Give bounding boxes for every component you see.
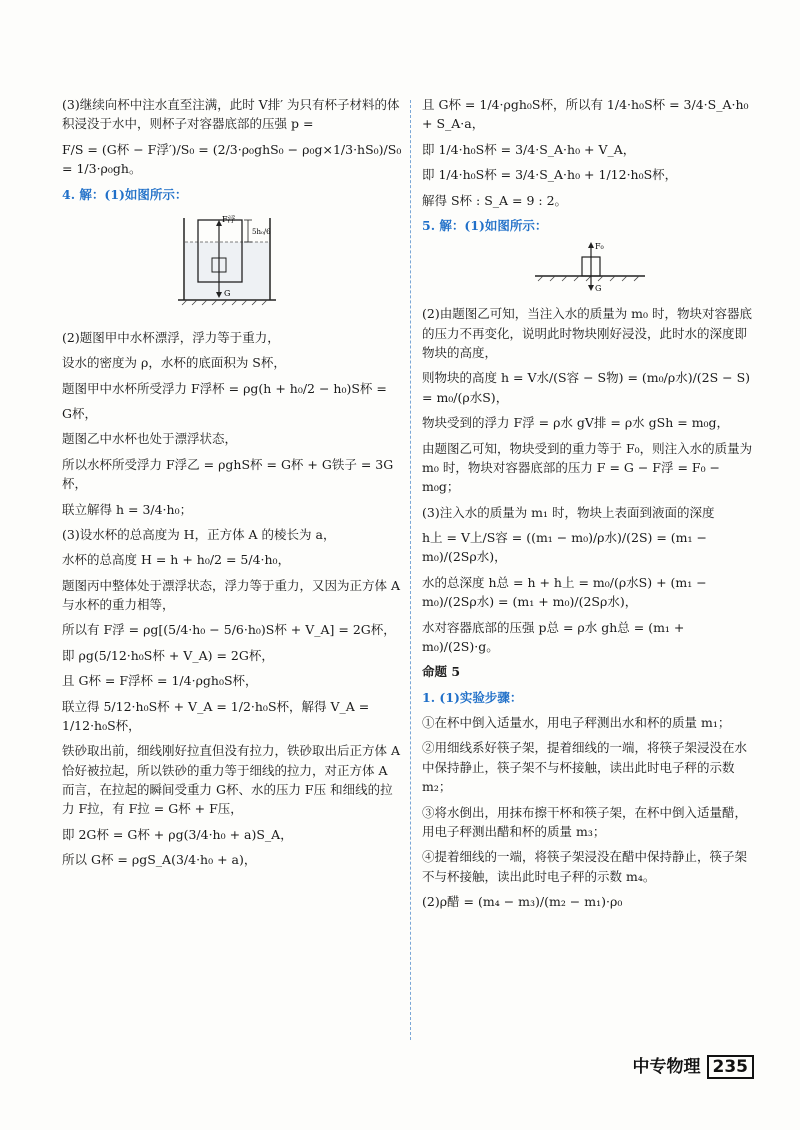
question-heading: 1. (1)实验步骤： — [422, 689, 523, 705]
solution-heading: 4. 解：(1)如图所示： — [62, 186, 188, 202]
text-line: 题图甲中水杯所受浮力 F浮杯 = ρg(h + h₀/2 − h₀)S杯 = — [62, 380, 387, 396]
text-line: 联立得 5/12·h₀S杯 + V_A = 1/2·h₀S杯，解得 V_A = 1/12·h₀S杯， — [62, 698, 370, 733]
text-line: 且 G杯 = F浮杯 = 1/4·ρgh₀S杯， — [62, 673, 258, 689]
text-line: (2)由题图乙可知，当注入水的质量为 m₀ 时，物块对容器底的压力不再变化，说明此时物块刚好浸没，此时水的深度即物块的高度， — [422, 306, 753, 360]
text-line: 即 1/4·h₀S杯 = 3/4·S_A·h₀ + 1/12·h₀S杯， — [422, 167, 678, 183]
gravity-label: G — [594, 284, 601, 294]
text-line: (2)题图甲中水杯漂浮，浮力等于重力， — [62, 329, 280, 345]
text-line: ③将水倒出，用抹布擦干杯和筷子架，在杯中倒入适量醋，用电子秤测出醋和杯的质量 m₃； — [422, 804, 748, 839]
text-line: 水对容器底部的压强 p总 = ρ水 gh总 = (m₁ + m₀)/(2S)·g。 — [422, 619, 685, 654]
text-line: 设水的密度为 ρ，水杯的底面积为 S杯， — [62, 355, 286, 371]
gravity-label: G — [224, 288, 231, 298]
section-heading: 命题 5 — [422, 664, 461, 680]
text-line: 水杯的总高度 H = h + h₀/2 = 5/4·h₀， — [62, 552, 291, 568]
text-line: F/S = (G杯 − F浮′)/S₀ = (2/3·ρ₀ghS₀ − ρ₀g×1/3·hS₀)/S₀ = 1/3·ρ₀gh。 — [62, 141, 402, 177]
text-line: h上 = V上/S容 = ((m₁ − m₀)/ρ水)/(2S) = (m₁ − m₀)/(2Sρ水)， — [422, 530, 707, 565]
text-line: 水的总深度 h总 = h + h上 = m₀/(ρ水S) + (m₁ − m₀)/(2Sρ水) = (m₁ + m₀)/(2Sρ水)， — [422, 574, 707, 610]
text-line: 所以有 F浮 = ρg[(5/4·h₀ − 5/6·h₀)S杯 + V_A] = 2G杯， — [62, 622, 396, 638]
page-footer — [633, 1052, 755, 1077]
text-line: G杯， — [62, 406, 97, 421]
text-line: 联立解得 h = 3/4·h₀； — [62, 501, 193, 517]
page-number: 235 — [707, 1055, 755, 1079]
text-line: (3)注入水的质量为 m₁ 时，物块上表面到液面的深度 — [422, 504, 715, 520]
text-line: 即 ρg(5/12·h₀S杯 + V_A) = 2G杯， — [62, 647, 274, 663]
text-line: ②用细线系好筷子架，提着细线的一端，将筷子架浸没在水中保持静止，筷子架不与杯接触，读出此时电子秤的示数 m₂； — [422, 740, 748, 795]
right-column — [422, 95, 757, 917]
text-line: 物块受到的浮力 F浮 = ρ水 gV排 = ρ水 gSh = m₀g， — [422, 415, 730, 431]
text-line: 且 G杯 = 1/4·ρgh₀S杯，所以有 1/4·h₀S杯 = 3/4·S_A·h₀ + S_A·a， — [422, 97, 749, 132]
force-label: F₀ — [594, 242, 604, 252]
cup-in-water-figure — [172, 210, 292, 320]
buoyancy-label: F浮 — [222, 214, 236, 224]
text-line: 铁砂取出前，细线刚好拉直但没有拉力，铁砂取出后正方体 A 恰好被拉起，所以铁砂的重力等于细线的拉力，对正方体 A 而言，在拉起的瞬间受重力 G杯、水的压力 F压 和细线的拉力 F拉，有 F拉 = G杯 + F压， — [62, 743, 401, 817]
column-divider — [410, 100, 411, 1040]
text-line: (3)继续向杯中注水直至注满，此时 V排′ 为只有杯子材料的体积浸没于水中，则杯子对容器底部的压强 p = — [62, 97, 400, 132]
footer-subject: 中专物理 — [632, 1057, 701, 1077]
text-line: (2)ρ醋 = (m₄ − m₃)/(m₂ − m₁)·ρ₀ — [422, 894, 623, 909]
text-line: ④提着细线的一端，将筷子架浸没在醋中保持静止，筷子架不与杯接触，读出此时电子秤的示数 m₄。 — [422, 849, 748, 884]
block-force-figure — [530, 241, 650, 296]
text-line: 所以水杯所受浮力 F浮乙 = ρghS杯 = G杯 + G铁子 = 3G杯， — [62, 456, 394, 492]
text-line: 题图乙中水杯也处于漂浮状态， — [62, 431, 238, 447]
text-line: 由题图乙可知，物块受到的重力等于 F₀，则注入水的质量为 m₀ 时，物块对容器底部的压力 F = G − F浮 = F₀ − m₀g； — [422, 440, 753, 495]
left-column — [62, 95, 402, 876]
text-line: 即 2G杯 = G杯 + ρg(3/4·h₀ + a)S_A， — [62, 826, 293, 842]
text-line: 解得 S杯 : S_A = 9 : 2。 — [422, 192, 568, 208]
text-line: (3)设水杯的总高度为 H，正方体 A 的棱长为 a， — [62, 526, 336, 542]
text-line: 题图丙中整体处于漂浮状态，浮力等于重力，又因为正方体 A 与水杯的重力相等， — [62, 577, 401, 612]
height-label: 5h₀/6 — [252, 227, 271, 236]
text-line: 所以 G杯 = ρgS_A(3/4·h₀ + a)， — [62, 852, 257, 868]
text-line: 则物块的高度 h = V水/(S容 − S物) = (m₀/ρ水)/(2S − S) = m₀/(ρ水S)， — [422, 370, 751, 405]
solution-heading: 5. 解：(1)如图所示： — [422, 217, 548, 233]
text-line: 即 1/4·h₀S杯 = 3/4·S_A·h₀ + V_A， — [422, 141, 636, 157]
text-line: ①在杯中倒入适量水，用电子秤测出水和杯的质量 m₁； — [422, 715, 731, 730]
